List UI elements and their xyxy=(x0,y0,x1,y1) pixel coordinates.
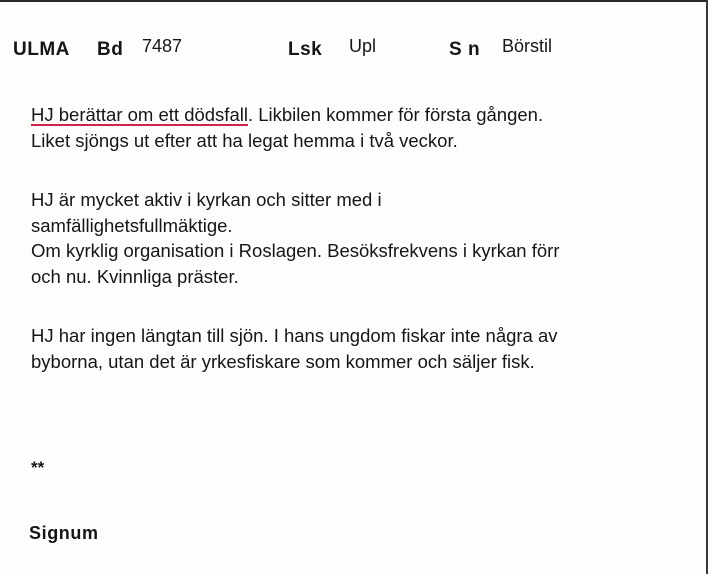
line-rest: . Likbilen kommer för första gången. xyxy=(247,104,544,125)
paragraph-3 xyxy=(31,323,701,374)
archive-label: ULMA xyxy=(13,39,70,60)
province-label: Lsk xyxy=(288,39,323,60)
paragraph-line: HJ har ingen längtan till sjön. I hans ungdom fiskar inte några av xyxy=(31,325,558,346)
parish-label: S n xyxy=(449,39,481,60)
paragraph-line: samfällighetsfullmäktige. xyxy=(31,214,233,236)
province-value: Upl xyxy=(349,36,377,56)
parish-value-field xyxy=(502,36,552,58)
parish-value: Börstil xyxy=(502,36,553,56)
province-value-field xyxy=(349,36,376,58)
paragraph-line: och nu. Kvinnliga präster. xyxy=(31,265,239,287)
volume-value-field xyxy=(142,36,182,58)
paragraph-line: byborna, utan det är yrkesfiskare som kommer och säljer fisk. xyxy=(31,350,535,372)
volume-field xyxy=(97,39,123,61)
paragraph-line: Om kyrklig organisation i Roslagen. Besöksfrekvens i kyrkan förr xyxy=(31,240,560,261)
paragraph-line xyxy=(31,102,701,128)
province-field xyxy=(288,39,322,61)
stars-marker: ** xyxy=(31,458,45,477)
volume-value: 7487 xyxy=(142,36,183,56)
archive-field xyxy=(13,39,70,61)
paragraph-line: Liket sjöngs ut efter att ha legat hemma i två veckor. xyxy=(31,129,458,151)
parish-field xyxy=(449,39,480,61)
paragraph-2 xyxy=(31,187,701,289)
volume-label: Bd xyxy=(97,39,124,60)
paragraph-line: HJ är mycket aktiv i kyrkan och sitter med i xyxy=(31,189,382,210)
underlined-text: HJ berättar om ett dödsfall xyxy=(31,104,248,125)
paragraph-1 xyxy=(31,102,701,153)
signum-label: Signum xyxy=(29,523,99,543)
